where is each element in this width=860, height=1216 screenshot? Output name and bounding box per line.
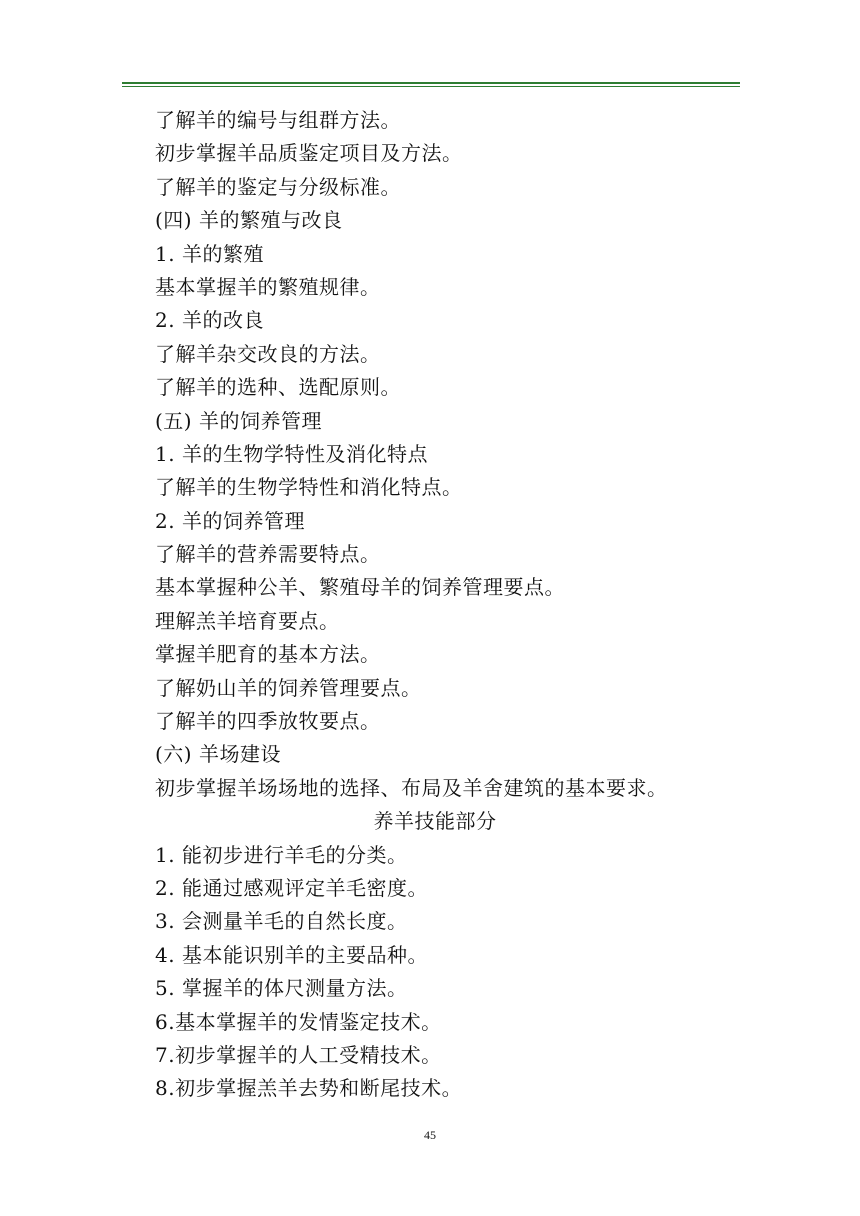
text-line: 理解羔羊培育要点。 bbox=[155, 608, 340, 633]
header-rule-thin bbox=[122, 86, 740, 87]
list-item: 3. 会测量羊毛的自然长度。 bbox=[155, 909, 408, 934]
text-line: 基本掌握羊的繁殖规律。 bbox=[155, 274, 381, 299]
list-item: 1. 能初步进行羊毛的分类。 bbox=[155, 842, 408, 867]
subsection-heading: 1. 羊的繁殖 bbox=[155, 241, 264, 266]
subsection-heading: 2. 羊的饲养管理 bbox=[155, 508, 305, 533]
list-item: 6.基本掌握羊的发情鉴定技术。 bbox=[155, 1009, 442, 1034]
list-item: 8.初步掌握羔羊去势和断尾技术。 bbox=[155, 1076, 463, 1101]
section-heading: (四) 羊的繁殖与改良 bbox=[155, 208, 343, 233]
page-number: 45 bbox=[424, 1128, 436, 1142]
subsection-heading: 2. 羊的改良 bbox=[155, 308, 264, 333]
subsection-heading: 1. 羊的生物学特性及消化特点 bbox=[155, 441, 428, 466]
list-item: 2. 能通过感观评定羊毛密度。 bbox=[155, 875, 428, 900]
text-line: 初步掌握羊品质鉴定项目及方法。 bbox=[155, 141, 463, 166]
list-item: 5. 掌握羊的体尺测量方法。 bbox=[155, 976, 408, 1001]
section-heading: (五) 羊的饲养管理 bbox=[155, 408, 322, 433]
text-line: 了解羊的编号与组群方法。 bbox=[155, 108, 401, 132]
part-heading: 养羊技能部分 bbox=[373, 809, 497, 834]
text-line: 了解羊的选种、选配原则。 bbox=[155, 375, 401, 400]
text-line: 了解羊的生物学特性和消化特点。 bbox=[155, 475, 463, 500]
text-line: 了解羊的鉴定与分级标准。 bbox=[155, 174, 401, 199]
list-item: 4. 基本能识别羊的主要品种。 bbox=[155, 942, 428, 967]
text-line: 基本掌握种公羊、繁殖母羊的饲养管理要点。 bbox=[155, 575, 565, 600]
text-line: 初步掌握羊场场地的选择、布局及羊舍建筑的基本要求。 bbox=[155, 775, 668, 800]
text-line: 了解羊的营养需要特点。 bbox=[155, 542, 381, 567]
text-line: 了解奶山羊的饲养管理要点。 bbox=[155, 675, 422, 700]
text-line: 了解羊的四季放牧要点。 bbox=[155, 709, 381, 734]
section-heading: (六) 羊场建设 bbox=[155, 742, 281, 767]
text-line: 掌握羊肥育的基本方法。 bbox=[155, 642, 381, 667]
header-rule bbox=[122, 82, 740, 84]
text-line: 了解羊杂交改良的方法。 bbox=[155, 341, 381, 366]
page-body bbox=[155, 104, 745, 1106]
list-item: 7.初步掌握羊的人工受精技术。 bbox=[155, 1042, 442, 1067]
